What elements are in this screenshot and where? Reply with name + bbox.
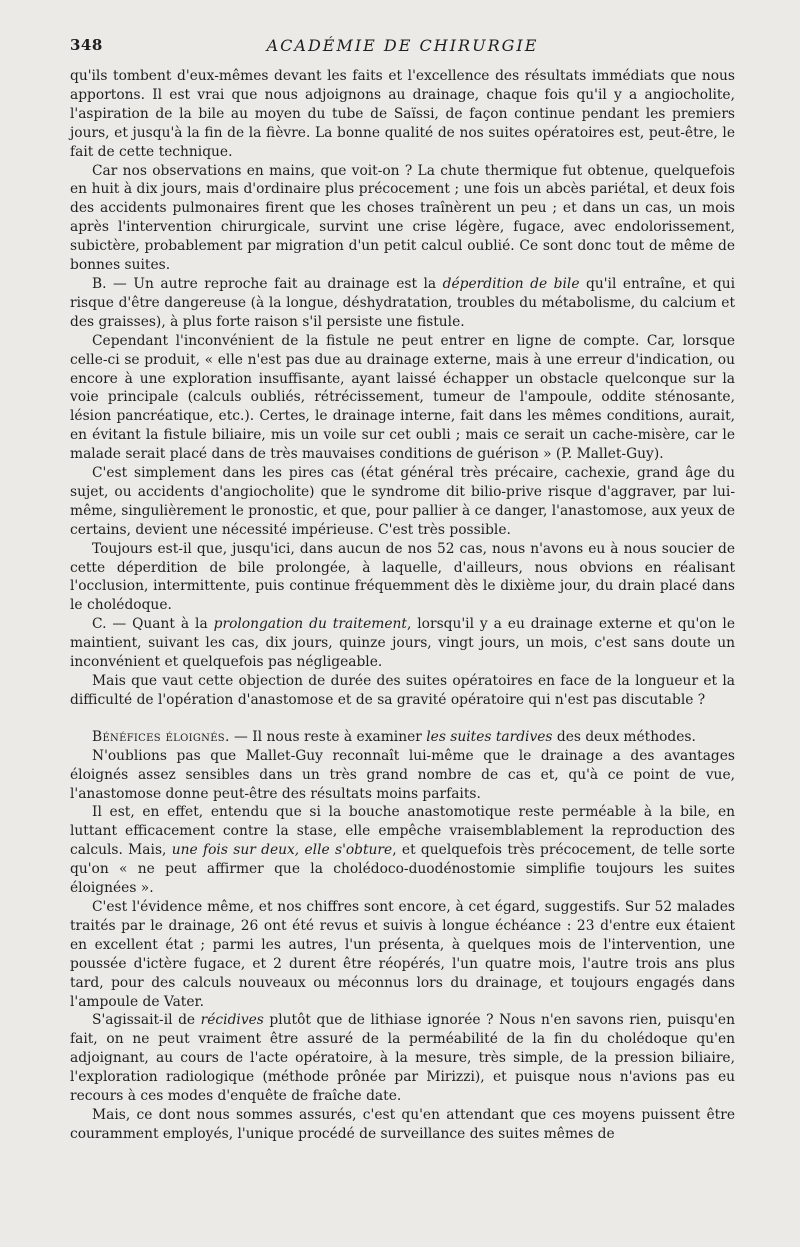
paragraph-text: Il est, en effet, entendu que si la bouche anastomotique reste perméable à la bile, en luttant efficacement contre la stase, elle empêche vraisemblablement la reproduction des calculs. Mais, bbox=[70, 804, 735, 859]
paragraph-text: qu'il entraîne, et qui risque d'être dangereuse (à la longue, déshydratation, troubles du métabolisme, du calcium et des graisses), à plus forte raison s'il persiste une fistule. bbox=[70, 275, 736, 330]
paragraph-text: , et quelquefois très précocement, de telle sorte qu'on « ne peut affirmer que la cholédoco-duodénostomie simplifie toujours les suites éloignées ». bbox=[70, 842, 735, 897]
running-title: ACADÉMIE DE CHIRURGIE bbox=[266, 36, 539, 55]
italic-term: récidives bbox=[200, 1012, 264, 1029]
italic-term: prolongation du traitement bbox=[213, 616, 407, 633]
paragraph: Mais, ce dont nous sommes assurés, c'est qu'en attendant que ces moyens puissent être couramment employés, l'unique procédé de surveillance des suites mêmes de bbox=[70, 1106, 735, 1142]
section-heading: Bénéfices éloignés. bbox=[92, 728, 230, 745]
italic-term: déperdition de bile bbox=[442, 275, 580, 292]
paragraph: Toujours est-il que, jusqu'ici, dans aucun de nos 52 cas, nous n'avons eu à nous soucier de cette déperdition de bile prolongée, à laquelle, d'ailleurs, nous obvions en réalisant l'occlusion, intermittente, puis continue fréquemment dès le dixième jour, du drain placé dans le cholédoque. bbox=[70, 540, 735, 614]
page-number: 348 bbox=[70, 36, 103, 54]
paragraph-text: B. — Un autre reproche fait au drainage est la bbox=[92, 275, 443, 292]
paragraph bbox=[70, 615, 735, 672]
paragraph-text: , lorsqu'il y a eu drainage externe et qu'on le maintient, suivant les cas, dix jours, quinze jours, vingt jours, un mois, c'est sans doute un inconvénient et quelquefois pas négligeable. bbox=[70, 616, 735, 671]
paragraph: C'est l'évidence même, et nos chiffres sont encore, à cet égard, suggestifs. Sur 52 malades traités par le drainage, 26 ont été revus et suivis à longue échéance : 23 d'entre eux étaient en excellent état ; parmi les autres, l'un présenta, à quelques mois de l'intervention, une poussée d'ictère fugace, et 2 durent être réopérés, l'un quatre mois, l'autre trois ans plus tard, pour des calculs nouveaux ou méconnus lors du drainage, et toujours engagés dans l'ampoule de Vater. bbox=[70, 898, 735, 1010]
paragraph-text: des deux méthodes. bbox=[552, 728, 696, 745]
paragraph-text: C. — Quant à la bbox=[92, 616, 214, 633]
paragraph bbox=[70, 275, 735, 332]
paragraph bbox=[70, 1011, 735, 1106]
paragraph: Car nos observations en mains, que voit-on ? La chute thermique fut obtenue, quelquefois en huit à dix jours, mais d'ordinaire plus précocement ; une fois un abcès pariétal, et deux fois des accidents pulmonaires firent que les choses traînèrent un peu ; et dans un cas, un mois après l'intervention chirurgicale, survint une crise légère, fugace, avec endolorissement, subictère, probablement par migration d'un petit calcul oublié. Ce sont donc tout de même de bonnes suites. bbox=[70, 162, 735, 274]
paragraph: Cependant l'inconvénient de la fistule ne peut entrer en ligne de compte. Car, lorsque celle-ci se produit, « elle n'est pas due au drainage externe, mais à une erreur d'indication, ou encore à une exploration insuffisante, ayant laissé échapper un obstacle quelconque sur la voie principale (calculs oubliés, rétrécissement, tumeur de l'ampoule, oddite sténosante, lésion pancréatique, etc.). Certes, le drainage interne, fait dans les mêmes conditions, aurait, en évitant la fistule biliaire, mis un voile sur cet oubli ; mais ce serait un cache-misère, car le malade serait placé dans de très mauvaises conditions de guérison » (P. Mallet-Guy). bbox=[70, 332, 735, 463]
paragraph: qu'ils tombent d'eux-mêmes devant les faits et l'excellence des résultats immédiats que nous apportons. Il est vrai que nous adjoignons au drainage, chaque fois qu'il y a angiocholite, l'aspiration de la bile au moyen du tube de Saïssi, de façon continue pendant les premiers jours, et jusqu'à la fin de la fièvre. La bonne qualité de nos suites opératoires est, peut-être, le fait de cette technique. bbox=[70, 68, 735, 160]
paragraph-text: plutôt que de lithiase ignorée ? Nous n'en savons rien, puisqu'en fait, on ne peut vraiment être assuré de la perméabilité de la fin du cholédoque qu'en adjoignant, au cours de l'acte opératoire, à la mesure, très simple, de la pression biliaire, l'exploration radiologique (méthode prônée par Mirizzi), et puisque nous n'avions pas eu recours à ces modes d'enquête de fraîche date. bbox=[70, 1012, 735, 1105]
paragraph-text: — Il nous reste à examiner bbox=[229, 728, 427, 745]
paragraph bbox=[70, 803, 735, 898]
paragraph: N'oublions pas que Mallet-Guy reconnaît lui-même que le drainage a des avantages éloignés assez sensibles dans un très grand nombre de cas et, qu'à ce point de vue, l'anastomose donne peut-être des résultats moins parfaits. bbox=[70, 747, 735, 802]
page-header bbox=[70, 36, 735, 60]
paragraph: Mais que vaut cette objection de durée des suites opératoires en face de la longueur et la difficulté de l'opération d'anastomose et de sa gravité opératoire qui n'est pas discutable ? bbox=[70, 673, 735, 708]
paragraph: C'est simplement dans les pires cas (état général très précaire, cachexie, grand âge du sujet, ou accidents d'angiocholite) que le syndrome dit bilio-prive risque d'aggraver, par lui-même, singulièrement le pronostic, et que, pour pallier à ce danger, l'anastomose, aux yeux de certains, devient une nécessité impérieuse. C'est très possible. bbox=[70, 465, 735, 538]
body-text bbox=[70, 67, 735, 1144]
italic-term: une fois sur deux, elle s'obture bbox=[171, 842, 393, 859]
section-paragraph bbox=[70, 728, 735, 747]
paragraph-text: S'agissait-il de bbox=[92, 1012, 201, 1029]
italic-term: les suites tardives bbox=[426, 728, 553, 745]
